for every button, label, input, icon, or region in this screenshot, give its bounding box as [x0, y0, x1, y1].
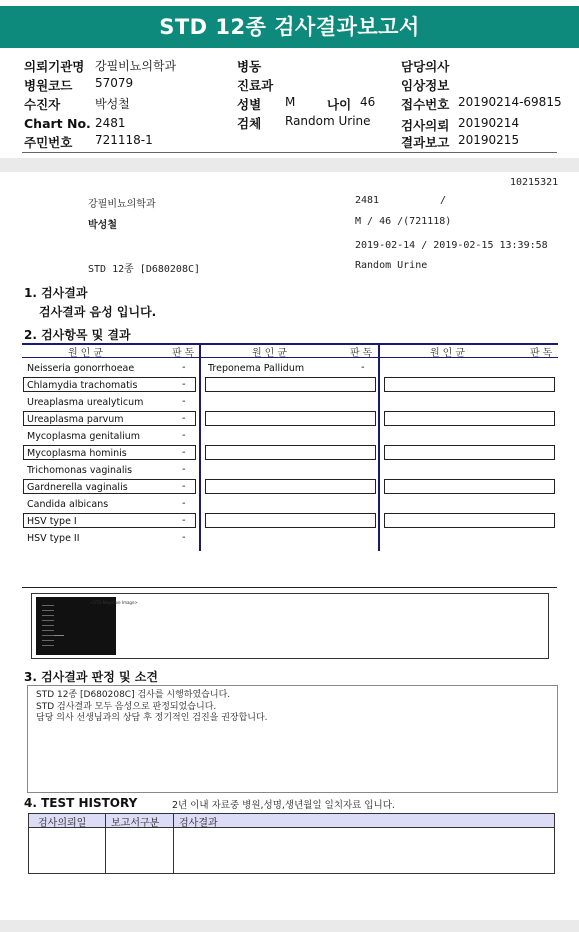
- label-department: 진료과: [237, 78, 274, 93]
- value-request-date: 20190214: [458, 116, 520, 130]
- report-chart: 2481: [355, 195, 380, 206]
- pathogen-result: -: [182, 498, 186, 509]
- table-row: [384, 377, 555, 392]
- pathogen-name: Chlamydia trachomatis: [27, 380, 138, 391]
- col-header-pathogen: 원인균: [68, 348, 106, 359]
- pathogen-result: -: [182, 532, 186, 543]
- col-header-result: 판독: [172, 348, 198, 359]
- table-bottom-divider: [22, 587, 557, 588]
- history-body: [28, 828, 555, 874]
- pathogen-name: Trichomonas vaginalis: [27, 465, 133, 476]
- label-chart-no: Chart No.: [24, 116, 91, 131]
- value-age: 46: [360, 95, 376, 109]
- label-receipt-no: 접수번호: [401, 97, 450, 112]
- label-report-date: 결과보고: [401, 135, 450, 150]
- label-sex: 성별: [237, 97, 262, 112]
- label-ward: 병동: [237, 59, 262, 74]
- table-row: [384, 479, 555, 494]
- col-header-pathogen: 원인균: [430, 348, 468, 359]
- pathogen-result: -: [182, 515, 186, 526]
- opinion-line: 담당 의사 선생님과의 상담 후 정기적인 검진을 권장합니다.: [36, 713, 268, 723]
- col-header-result: 판독: [350, 348, 376, 359]
- pathogen-name: Mycoplasma hominis: [27, 448, 127, 459]
- pathogen-result: -: [182, 430, 186, 441]
- table-row: [384, 513, 555, 528]
- report-test-code: STD 12종 [D680208C]: [88, 264, 201, 275]
- label-resident-no: 주민번호: [24, 135, 73, 150]
- col-header-result: 판독: [530, 348, 556, 359]
- value-chart-no: 2481: [95, 116, 126, 130]
- section-3-title: 3. 검사결과 판정 및 소견: [24, 670, 158, 684]
- pathogen-result: -: [182, 396, 186, 407]
- table-row: [384, 411, 555, 426]
- label-specimen: 검체: [237, 116, 262, 131]
- value-patient: 박성철: [95, 97, 130, 111]
- history-col-report-type: 보고서구분: [111, 818, 160, 829]
- report-patient: 박성철: [88, 220, 117, 231]
- label-doctor: 담당의사: [401, 59, 450, 74]
- history-note: 2년 이내 자료중 병원,성명,생년월일 일치자료 입니다.: [172, 800, 395, 811]
- table-row: [205, 377, 376, 392]
- value-report-date: 20190215: [458, 133, 520, 147]
- report-number: 10215321: [510, 177, 559, 188]
- report-title: STD 12종 검사결과보고서: [0, 6, 579, 48]
- section-4-title: 4. TEST HISTORY: [24, 796, 138, 810]
- opinion-box: [27, 685, 558, 793]
- history-col-request-date: 검사의뢰일: [38, 818, 87, 829]
- gel-image-thumbnail: [36, 597, 116, 655]
- label-hospital-code: 병원코드: [24, 78, 73, 93]
- report-sex-age: M / 46 /(721118): [355, 216, 452, 227]
- std-result-image: [31, 593, 549, 659]
- table-row: [205, 479, 376, 494]
- opinion-line: STD 검사결과 모두 음성으로 판정되었습니다.: [36, 701, 217, 712]
- pathogen-name: Treponema Pallidum: [208, 363, 305, 374]
- report-dates: 2019-02-14 / 2019-02-15 13:39:58: [355, 240, 548, 251]
- value-sex: M: [285, 95, 296, 109]
- pathogen-name: Gardnerella vaginalis: [27, 482, 128, 493]
- label-clinical-info: 임상정보: [401, 78, 450, 93]
- pathogen-result: -: [182, 362, 186, 373]
- pathogen-result: -: [361, 362, 365, 373]
- pathogen-name: Ureaplasma parvum: [27, 414, 124, 425]
- pathogen-result: -: [182, 464, 186, 475]
- history-col-result: 검사결과: [179, 818, 218, 829]
- pathogen-name: Mycoplasma genitalium: [27, 431, 141, 442]
- history-header-row: [28, 813, 555, 828]
- value-institution: 강필비뇨의학과: [95, 59, 177, 73]
- table-row: [205, 445, 376, 460]
- table-row: [205, 513, 376, 528]
- section-2-title: 2. 검사항목 및 결과: [24, 328, 131, 342]
- pathogen-name: Ureaplasma urealyticum: [27, 397, 144, 408]
- table-col-divider: [378, 343, 380, 551]
- col-header-pathogen: 원인균: [252, 348, 290, 359]
- history-col-divider: [105, 813, 106, 874]
- table-row: [384, 445, 555, 460]
- page-gap: [0, 158, 579, 172]
- image-caption: <STD Negative Image>: [90, 600, 138, 605]
- opinion-line: STD 12종 [D680208C] 검사를 시행하였습니다.: [36, 690, 231, 700]
- value-resident-no: 721118-1: [95, 133, 153, 147]
- value-hospital-code: 57079: [95, 76, 134, 90]
- pathogen-name: HSV type II: [27, 533, 80, 544]
- label-patient: 수진자: [24, 97, 61, 112]
- overall-result: 검사결과 음성 입니다.: [39, 305, 157, 319]
- page-bottom-gap: [0, 920, 579, 932]
- pathogen-result: -: [182, 481, 186, 492]
- report-chart-slash: /: [440, 195, 447, 206]
- pathogen-name: HSV type I: [27, 516, 77, 527]
- pathogen-result: -: [182, 413, 186, 424]
- label-age: 나이: [327, 97, 352, 112]
- table-col-divider: [199, 343, 201, 551]
- pathogen-name: Candida albicans: [27, 499, 109, 510]
- value-specimen: Random Urine: [285, 114, 371, 128]
- header-divider: [22, 152, 557, 153]
- report-hospital: 강필비뇨의학과: [88, 199, 156, 210]
- history-col-divider: [173, 813, 174, 874]
- pathogen-result: -: [182, 379, 186, 390]
- value-receipt-no: 20190214-69815: [458, 95, 562, 109]
- label-request-date: 검사의뢰: [401, 118, 450, 133]
- section-1-title: 1. 검사결과: [24, 286, 88, 300]
- table-row: [205, 411, 376, 426]
- label-institution: 의뢰기관명: [24, 59, 85, 74]
- report-specimen: Random Urine: [355, 260, 428, 271]
- pathogen-name: Neisseria gonorrhoeae: [27, 363, 135, 374]
- pathogen-result: -: [182, 447, 186, 458]
